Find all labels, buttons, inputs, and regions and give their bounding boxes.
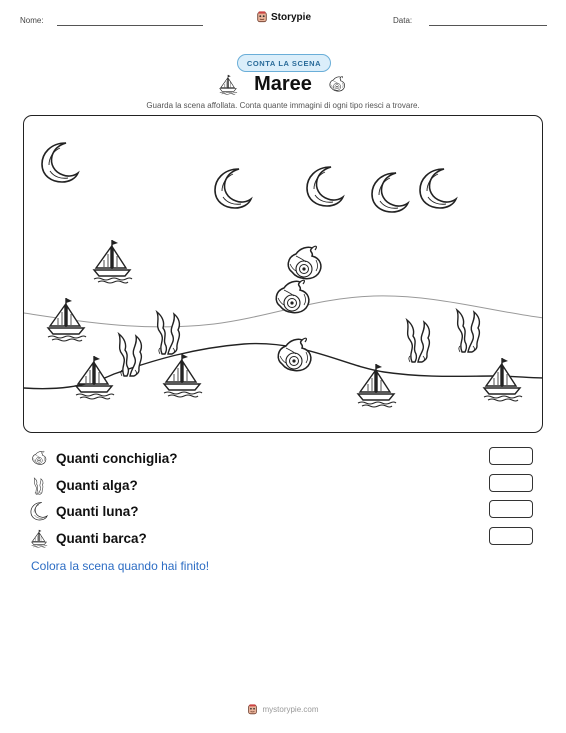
date-label: Data:	[393, 16, 413, 25]
boat-3	[76, 356, 114, 399]
answer-box-seaweed[interactable]	[489, 474, 533, 492]
activity-badge: CONTA LA SCENA	[237, 54, 331, 72]
shell-2	[276, 280, 309, 312]
moon-5	[420, 169, 456, 208]
brand-logo	[256, 11, 311, 23]
question-text: Quanti alga?	[56, 477, 138, 493]
question-boat	[30, 528, 147, 548]
moon-icon	[30, 501, 48, 521]
shell-icon	[327, 74, 347, 94]
shell-1	[288, 246, 321, 278]
scene-illustration	[24, 116, 543, 433]
boat-6	[484, 358, 522, 401]
mascot-icon	[256, 11, 268, 23]
boat-1	[94, 240, 132, 283]
boat-4	[164, 354, 202, 397]
moon-2	[215, 169, 251, 208]
seaweed-icon	[30, 475, 48, 495]
brand-name: Storypie	[271, 11, 312, 23]
seaweed-1	[157, 312, 179, 354]
name-label: Nome:	[20, 16, 44, 25]
instructions: Guarda la scena affollata. Conta quante immagini di ogni tipo riesci a trovare.	[146, 101, 420, 110]
seaweed-4	[457, 310, 479, 352]
question-text: Quanti barca?	[56, 530, 147, 546]
question-text: Quanti luna?	[56, 503, 139, 519]
question-text: Quanti conchiglia?	[56, 450, 178, 466]
shell-icon	[30, 449, 48, 467]
answer-box-moon[interactable]	[489, 500, 533, 518]
footer	[0, 704, 566, 715]
boat-2	[48, 298, 86, 341]
shell-3	[278, 338, 311, 370]
boat-icon	[30, 528, 48, 548]
name-field-line[interactable]	[57, 25, 203, 26]
page-title: Maree	[254, 73, 312, 95]
question-seaweed	[30, 475, 138, 495]
date-field-line[interactable]	[429, 25, 547, 26]
mascot-icon	[247, 704, 258, 715]
moon-4	[372, 173, 408, 212]
seaweed-2	[119, 334, 141, 376]
moon-1	[42, 143, 78, 182]
question-shell	[30, 449, 178, 467]
footer-url[interactable]: mystorypie.com	[262, 705, 319, 714]
seaweed-3	[407, 320, 429, 362]
answer-box-boat[interactable]	[489, 527, 533, 545]
finish-instruction: Colora la scena quando hai finito!	[31, 559, 210, 573]
answer-box-shell[interactable]	[489, 447, 533, 465]
moon-3	[307, 167, 343, 206]
question-moon	[30, 501, 139, 521]
counting-scene	[23, 115, 543, 433]
